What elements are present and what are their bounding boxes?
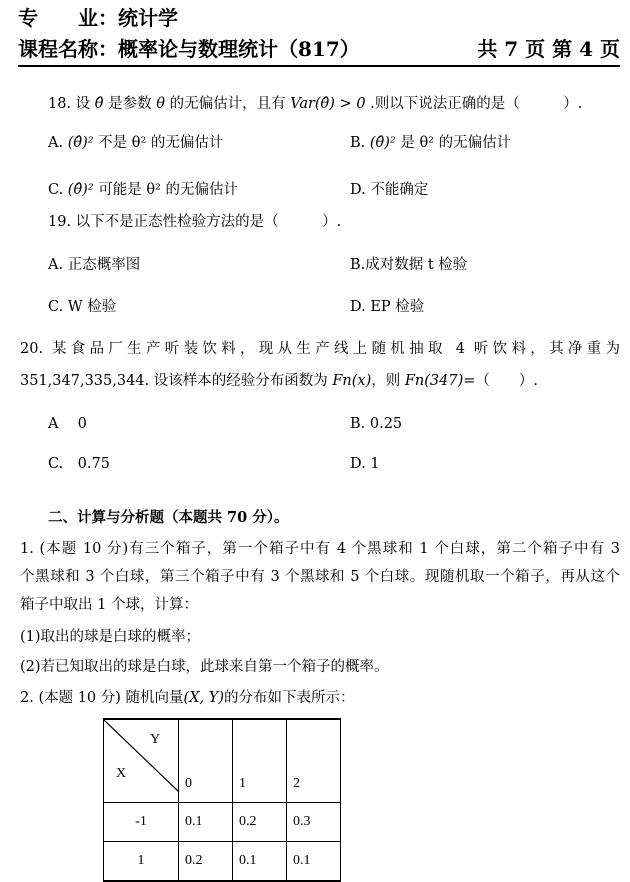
x-value-cell: -1 xyxy=(104,803,179,842)
question-19-option-d: D. EP 检验 xyxy=(350,299,425,315)
random-vector-symbol: (X, Y) xyxy=(183,690,224,706)
major-label: 专 业：统计学 xyxy=(18,6,178,30)
question-18-stem: 18. 设 θ̂ 是参数 θ 的无偏估计，且有 Var(θ̂) > 0 .则以下说法正确的是（ ）. xyxy=(48,96,583,112)
problem-1-subquestion-2: (2)若已知取出的球是白球，此球来自第一个箱子的概率。 xyxy=(20,659,389,675)
question-19-option-c: C. W 检验 xyxy=(48,299,117,315)
probability-cell: 0.2 xyxy=(233,803,287,842)
table-row xyxy=(104,803,341,842)
question-18-option-b: B. (θ̂)² 是 θ² 的无偏估计 xyxy=(350,135,512,151)
problem-1-subquestion-1: (1)取出的球是白球的概率； xyxy=(20,629,201,645)
section-2-title: 二、计算与分析题（本题共 70 分）。 xyxy=(48,509,289,526)
question-19-option-b: B.成对数据 t 检验 xyxy=(350,257,468,273)
table-row xyxy=(104,842,341,882)
y-axis-label: Y xyxy=(150,732,161,747)
probability-cell: 0.3 xyxy=(287,803,341,842)
probability-cell: 0.2 xyxy=(179,842,233,882)
question-18-option-d: D. 不能确定 xyxy=(350,182,429,198)
question-20-option-d: D. 1 xyxy=(350,456,380,472)
x-axis-label: X xyxy=(116,766,127,781)
table-corner-cell xyxy=(104,719,179,803)
y-value-cell: 1 xyxy=(233,719,287,803)
question-20-line-2: 351,347,335,344. 设该样本的经验分布函数为 Fn(x)，则 Fn(347)=（ ）. xyxy=(20,373,539,389)
variance-expression: Var(θ̂) > 0 xyxy=(290,96,366,112)
table-header-row xyxy=(104,719,341,803)
question-19-option-a: A. 正态概率图 xyxy=(48,257,141,273)
question-20-line-1: 20. 某食品厂生产听装饮料，现从生产线上随机抽取 4 听饮料，其净重为 xyxy=(20,341,620,357)
question-18-option-a: A. (θ̂)² 不是 θ² 的无偏估计 xyxy=(48,135,224,151)
problem-1-line-3: 箱子中取出 1 个球，计算： xyxy=(20,597,198,613)
probability-cell: 0.1 xyxy=(179,803,233,842)
question-20-option-c: C. 0.75 xyxy=(48,456,110,472)
empirical-cdf-symbol: Fn(x) xyxy=(332,373,372,389)
empirical-cdf-value: Fn(347) xyxy=(404,373,464,389)
header-divider xyxy=(18,65,620,67)
page-indicator: 共 7 页 第 4 页 xyxy=(477,37,620,61)
distribution-table xyxy=(103,718,341,882)
problem-1-line-1: 1. (本题 10 分)有三个箱子，第一个箱子中有 4 个黑球和 1 个白球，第二个箱子中有 3 xyxy=(20,541,620,557)
theta-symbol: θ xyxy=(156,96,165,112)
theta-hat-symbol: θ̂ xyxy=(94,96,104,112)
y-value-cell: 2 xyxy=(287,719,341,803)
probability-cell: 0.1 xyxy=(287,842,341,882)
question-20-option-b: B. 0.25 xyxy=(350,416,403,432)
question-19-stem: 19. 以下不是正态性检验方法的是（ ）. xyxy=(48,214,342,230)
course-header xyxy=(18,37,620,61)
course-title: 课程名称：概率论与数理统计（817） xyxy=(18,37,360,61)
y-value-cell: 0 xyxy=(179,719,233,803)
question-20-option-a: A 0 xyxy=(48,416,87,432)
problem-1-line-2: 个黑球和 3 个白球，第三个箱子中有 3 个黑球和 5 个白球。现随机取一个箱子，再从这个 xyxy=(20,569,620,585)
problem-2-stem: 2. (本题 10 分) 随机向量(X, Y)的分布如下表所示： xyxy=(20,690,355,706)
probability-cell: 0.1 xyxy=(233,842,287,882)
x-value-cell: 1 xyxy=(104,842,179,882)
question-18-option-c: C. (θ̂)² 可能是 θ² 的无偏估计 xyxy=(48,182,239,198)
